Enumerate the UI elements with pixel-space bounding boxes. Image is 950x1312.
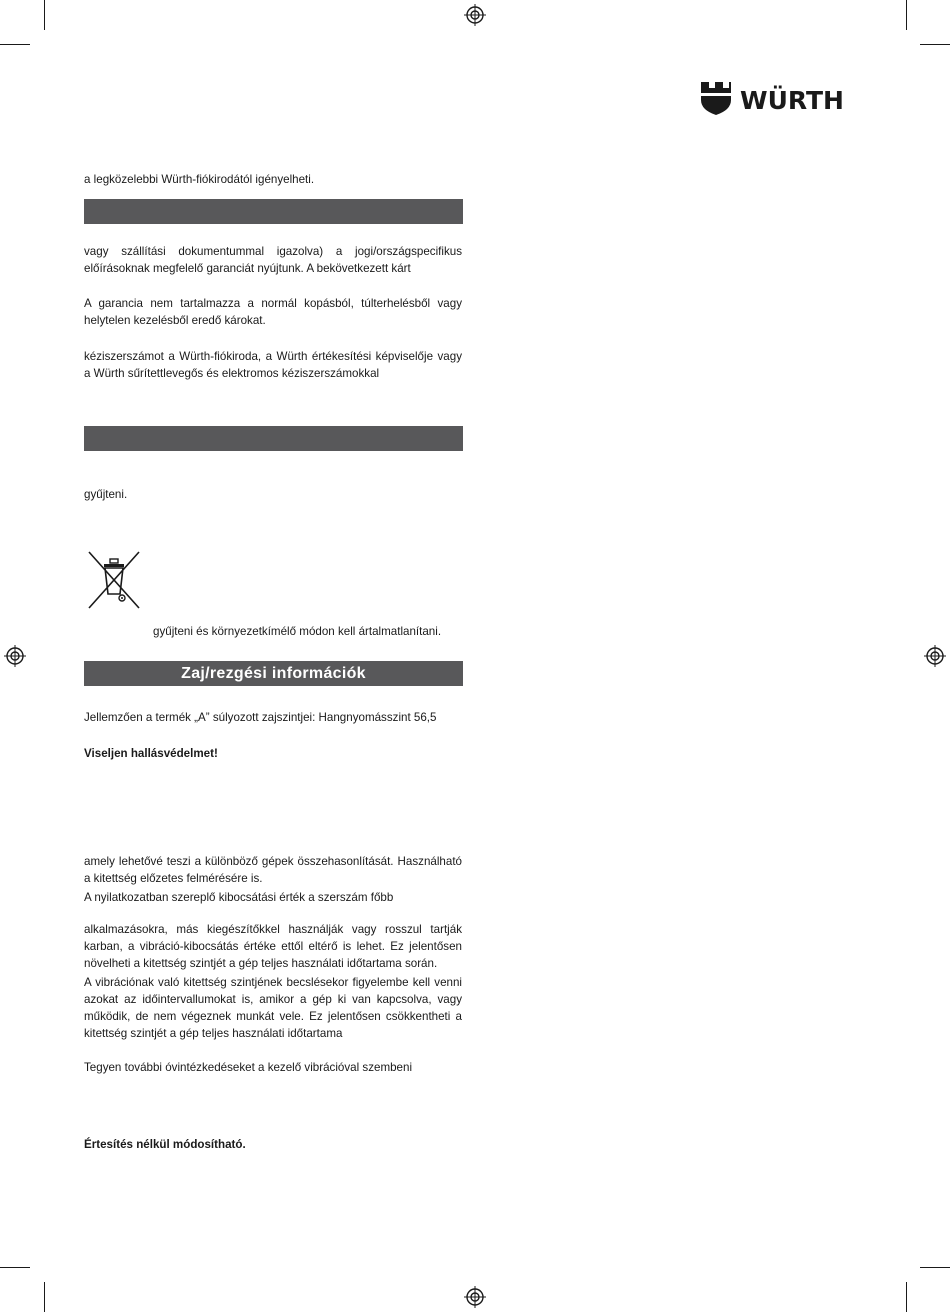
paragraph: gyűjteni. bbox=[84, 488, 128, 501]
crop-mark bbox=[0, 44, 30, 45]
section-title-noise: Zaj/rezgési információk bbox=[84, 661, 463, 686]
section-header-bar bbox=[84, 426, 463, 451]
crop-mark bbox=[920, 1267, 950, 1268]
paragraph-bold: Viseljen hallásvédelmet! bbox=[84, 747, 218, 760]
crop-mark bbox=[44, 0, 45, 30]
paragraph: A garancia nem tartalmazza a normál kopásból, túlterhelésből vagy helytelen kezelésből eredő károkat. bbox=[84, 297, 462, 327]
paragraph: gyűjteni és környezetkímélő módon kell ártalmatlanítani. bbox=[153, 625, 442, 638]
paragraph: kéziszerszámot a Würth-fiókiroda, a Würth értékesítési képviselője vagy a Würth sűrítettlevegős és elektromos kéziszerszámokkal bbox=[84, 350, 462, 380]
registration-mark-icon bbox=[4, 645, 26, 667]
paragraph: A vibrációnak való kitettség szintjének becslésekor figyelembe kell venni azokat az időintervallumokat is, amikor a gép ki van kapcsolva, vagy működik, de nem végeznek munkát vele. Ez jelentősen csökkentheti a kitettség szintjét a gép teljes használati időtartama bbox=[84, 976, 462, 1040]
paragraph: a legközelebbi Würth-fiókirodától igényelheti. bbox=[84, 173, 315, 186]
registration-mark-icon bbox=[464, 4, 486, 26]
paragraph: Tegyen további óvintézkedéseket a kezelő vibrációval szembeni bbox=[84, 1061, 413, 1074]
wurth-logo bbox=[700, 80, 868, 116]
logo-wordmark: WÜRTH bbox=[740, 86, 844, 115]
crop-mark bbox=[0, 1267, 30, 1268]
weee-bin-icon bbox=[86, 550, 142, 610]
registration-mark-icon bbox=[464, 1286, 486, 1308]
paragraph: amely lehetővé teszi a különböző gépek összehasonlítását. Használható a kitettség előzetes felmérésére is. bbox=[84, 855, 462, 885]
paragraph: alkalmazásokra, más kiegészítőkkel használják vagy rosszul tartják karban, a vibráció-kibocsátás értéke ettől eltérő is lehet. Ez jelentősen növelheti a kitettség szintjét a gép teljes használati időtartama során. bbox=[84, 923, 462, 970]
paragraph-bold: Értesítés nélkül módosítható. bbox=[84, 1138, 246, 1151]
registration-mark-icon bbox=[924, 645, 946, 667]
section-header-bar bbox=[84, 199, 463, 224]
paragraph: Jellemzően a termék „A” súlyozott zajszintjei: Hangnyomásszint 56,5 bbox=[84, 711, 437, 724]
crop-mark bbox=[920, 44, 950, 45]
paragraph: A nyilatkozatban szereplő kibocsátási érték a szerszám főbb bbox=[84, 891, 394, 904]
crop-mark bbox=[906, 1282, 907, 1312]
crop-mark bbox=[906, 0, 907, 30]
crop-mark bbox=[44, 1282, 45, 1312]
paragraph: vagy szállítási dokumentummal igazolva) a jogi/országspecifikus előírásoknak megfelelő garanciát nyújtunk. A bekövetkezett kárt bbox=[84, 245, 462, 275]
